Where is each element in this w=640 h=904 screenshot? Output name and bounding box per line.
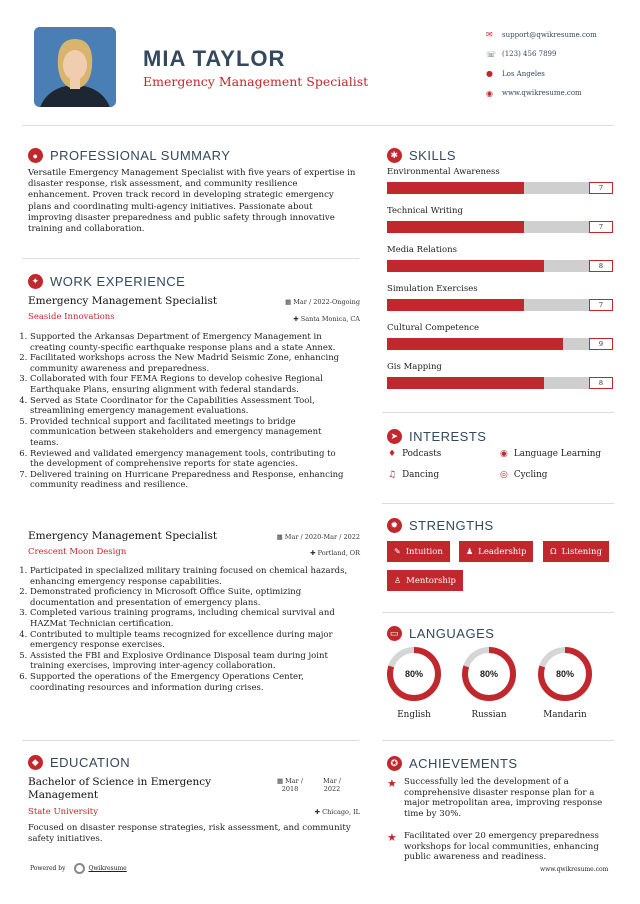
contact-email[interactable]: ✉ support@qwikresume.com <box>486 30 597 40</box>
skill-bar <box>387 260 613 272</box>
list-item: 3. Collaborated with four FEMA Regions to develop cohesive Regional Earthquake Plans, ensuring alignment with federal standards. <box>30 374 365 395</box>
calendar-icon: ▦ <box>276 777 286 785</box>
skill-item <box>387 245 613 272</box>
job2-duties <box>20 566 365 693</box>
interests-divider <box>382 503 614 504</box>
music-note-icon: ♫ <box>388 470 397 480</box>
skill-bar <box>387 182 613 194</box>
job1-company: Seaside Innovations <box>28 312 115 322</box>
interest-item: ◉ Language Learning <box>500 449 602 459</box>
pin-icon: ✚ <box>314 808 323 816</box>
star-icon: ★ <box>387 831 397 844</box>
briefcase-icon: ✦ <box>28 274 43 289</box>
education-description: Focused on disaster response strategies, risk assessment, and community safety initiatives. <box>28 823 351 845</box>
job2-location: ✚ Portland, OR <box>310 549 360 557</box>
skill-level: 7 <box>589 299 613 311</box>
headphones-icon: Ω <box>550 547 557 556</box>
strengths-divider <box>382 612 614 613</box>
job1-title: Emergency Management Specialist <box>28 295 218 307</box>
education-degree: Bachelor of Science in Emergency Management <box>28 776 212 801</box>
skill-label: Environmental Awareness <box>387 167 500 177</box>
summary-divider <box>22 258 359 259</box>
job1-duties <box>20 332 365 491</box>
skill-level: 8 <box>589 377 613 389</box>
skill-label: Simulation Exercises <box>387 284 478 294</box>
language-item <box>537 646 593 720</box>
profile-photo <box>34 27 116 107</box>
education-heading: ◆ EDUCATION <box>28 755 130 770</box>
list-item: 6. Supported the operations of the Emergency Operations Center, coordinating resources and information during crises. <box>30 672 365 693</box>
contact-location: ● Los Angeles <box>486 69 545 79</box>
language-percent: 80% <box>479 669 499 679</box>
language-ring <box>537 646 593 702</box>
languages-divider <box>382 740 614 741</box>
skill-level: 9 <box>589 338 613 350</box>
pin-icon: ✚ <box>310 549 318 557</box>
language-ring <box>386 646 442 702</box>
language-name: Mandarin <box>543 710 587 720</box>
strength-tag: Ω Listening <box>543 541 609 562</box>
list-item: 2. Demonstrated proficiency in Microsoft Office Suite, optimizing documentation and presentation of emergency plans. <box>30 587 365 608</box>
globe-icon: ◉ <box>500 449 508 459</box>
list-item: 4. Contributed to multiple teams recognized for excellence during major emergency response exercises. <box>30 630 365 651</box>
education-date-end: Mar / 2022 <box>323 777 341 793</box>
skill-bar-fill <box>387 221 524 233</box>
summary-heading: ● PROFESSIONAL SUMMARY <box>28 148 230 163</box>
language-icon: ▭ <box>387 626 402 641</box>
star-icon: ★ <box>387 777 397 790</box>
skill-label: Cultural Competence <box>387 323 480 333</box>
list-item: 1. Supported the Arkansas Department of Emergency Management in creating county-specific earthquake response plans and a state Annex. <box>30 332 365 353</box>
education-date-start: ▦ Mar / 2018 <box>276 777 304 793</box>
location-icon: ● <box>486 69 493 79</box>
summary-text: Versatile Emergency Management Specialist with five years of expertise in disaster response, risk assessment, and community resilience enhancement. Proven track record in developing strategic emergency plans and coordinating multi-agency initiatives. Passionate about improving disaster preparedness and public safety through innovative training and collaboration. <box>28 168 356 235</box>
contact-phone[interactable]: ☏ (123) 456 7899 <box>486 49 557 59</box>
contact-list <box>486 25 597 103</box>
interest-item: ◎ Cycling <box>500 470 548 480</box>
skill-level: 7 <box>589 182 613 194</box>
education-school: State University <box>28 807 99 817</box>
skill-item <box>387 206 613 233</box>
skill-bar-fill <box>387 299 524 311</box>
award-icon: ✪ <box>387 756 402 771</box>
skill-bar <box>387 221 613 233</box>
skill-label: Media Relations <box>387 245 457 255</box>
list-item: 7. Delivered training on Hurricane Preparedness and Response, enhancing community readiness and resilience. <box>30 470 365 491</box>
microphone-icon: ♦ <box>388 449 397 459</box>
language-name: English <box>397 710 431 720</box>
candidate-title: Emergency Management Specialist <box>143 74 369 89</box>
achievement-item: ★ Successfully led the development of a comprehensive disaster response plan for a major metropolitan area, improving response time by 30%. <box>387 777 603 819</box>
calendar-icon: ▦ <box>285 298 294 306</box>
interests-heading: ➤ INTERESTS <box>387 429 486 444</box>
skill-label: Gis Mapping <box>387 362 442 372</box>
gear-icon: ✹ <box>387 518 402 533</box>
strengths-heading: ✹ STRENGTHS <box>387 518 494 533</box>
job2-date: ▦ Mar / 2020-Mar / 2022 <box>276 533 360 541</box>
list-item: 4. Served as State Coordinator for the Capabilities Assessment Tool, streamlining emergency management evaluations. <box>30 396 365 417</box>
language-ring <box>461 646 517 702</box>
brand-logo-icon <box>74 863 85 874</box>
bicycle-icon: ◎ <box>500 470 508 480</box>
interest-item: ♫ Dancing <box>388 470 440 480</box>
globe-icon: ◉ <box>486 88 493 98</box>
language-percent: 80% <box>555 669 575 679</box>
job2-title: Emergency Management Specialist <box>28 530 218 542</box>
strength-tag: ♙ Mentorship <box>387 570 463 591</box>
achievement-item: ★ Facilitated over 20 emergency preparedness workshops for local communities, enhancing public awareness and readiness. <box>387 831 599 863</box>
skills-divider <box>382 412 614 413</box>
languages-heading: ▭ LANGUAGES <box>387 626 494 641</box>
mail-icon: ✉ <box>486 30 493 40</box>
experience-divider <box>22 740 359 741</box>
skills-heading: ✱ SKILLS <box>387 148 456 163</box>
skill-label: Technical Writing <box>387 206 463 216</box>
skill-level: 7 <box>589 221 613 233</box>
skill-item <box>387 362 613 389</box>
list-item: 1. Participated in specialized military training focused on chemical hazards, enhancing emergency response capabilities. <box>30 566 365 587</box>
education-location: ✚ Chicago, IL <box>314 808 360 816</box>
skill-bar-fill <box>387 260 544 272</box>
skill-bar <box>387 299 613 311</box>
powered-by: Powered by Qwikresume <box>30 865 127 872</box>
skills-icon: ✱ <box>387 148 402 163</box>
list-item: 5. Provided technical support and facilitated meetings to bridge communication between stakeholders and emergency management teams. <box>30 417 365 449</box>
interest-item: ♦ Podcasts <box>388 449 442 459</box>
skill-bar-fill <box>387 338 563 350</box>
skill-bar-fill <box>387 377 544 389</box>
pencil-icon: ✎ <box>394 547 401 556</box>
contact-website[interactable]: ◉ www.qwikresume.com <box>486 88 582 98</box>
skill-item <box>387 323 613 350</box>
language-percent: 80% <box>404 669 424 679</box>
list-item: 2. Facilitated workshops across the New Madrid Seismic Zone, enhancing community awareness and preparedness. <box>30 353 365 374</box>
experience-heading: ✦ WORK EXPERIENCE <box>28 274 185 289</box>
skill-item <box>387 167 613 194</box>
skill-level: 8 <box>589 260 613 272</box>
achievements-heading: ✪ ACHIEVEMENTS <box>387 756 518 771</box>
brand-link[interactable]: Qwikresume <box>88 865 127 872</box>
user-icon: ● <box>28 148 43 163</box>
language-item <box>461 646 517 720</box>
graduation-cap-icon: ◆ <box>28 755 43 770</box>
language-item <box>386 646 442 720</box>
list-item: 6. Reviewed and validated emergency management tools, contributing to the development of comprehensive reports for state agencies. <box>30 449 365 470</box>
strength-tag: ✎ Intuition <box>387 541 450 562</box>
user-plus-icon: ♙ <box>394 576 402 585</box>
job1-date: ▦ Mar / 2022-Ongoing <box>285 298 360 306</box>
job2-company: Crescent Moon Design <box>28 547 127 557</box>
language-name: Russian <box>471 710 507 720</box>
skill-bar-fill <box>387 182 524 194</box>
paper-plane-icon: ➤ <box>387 429 402 444</box>
calendar-icon: ▦ <box>276 533 285 541</box>
phone-icon: ☏ <box>486 49 497 59</box>
skill-item <box>387 284 613 311</box>
users-icon: ♟ <box>466 547 474 556</box>
pin-icon: ✚ <box>293 315 301 323</box>
list-item: 3. Completed various training programs, including chemical survival and HAZMat Technician certification. <box>30 608 365 629</box>
skill-bar <box>387 377 613 389</box>
candidate-name: MIA TAYLOR <box>143 46 286 71</box>
header-divider <box>22 125 614 126</box>
list-item: 5. Assisted the FBI and Explosive Ordinance Disposal team during joint training exercises, improving inter-agency collaboration. <box>30 651 365 672</box>
skill-bar <box>387 338 613 350</box>
footer-website[interactable]: www.qwikresume.com <box>540 866 609 873</box>
strength-tag: ♟ Leadership <box>459 541 533 562</box>
job1-location: ✚ Santa Monica, CA <box>293 315 360 323</box>
